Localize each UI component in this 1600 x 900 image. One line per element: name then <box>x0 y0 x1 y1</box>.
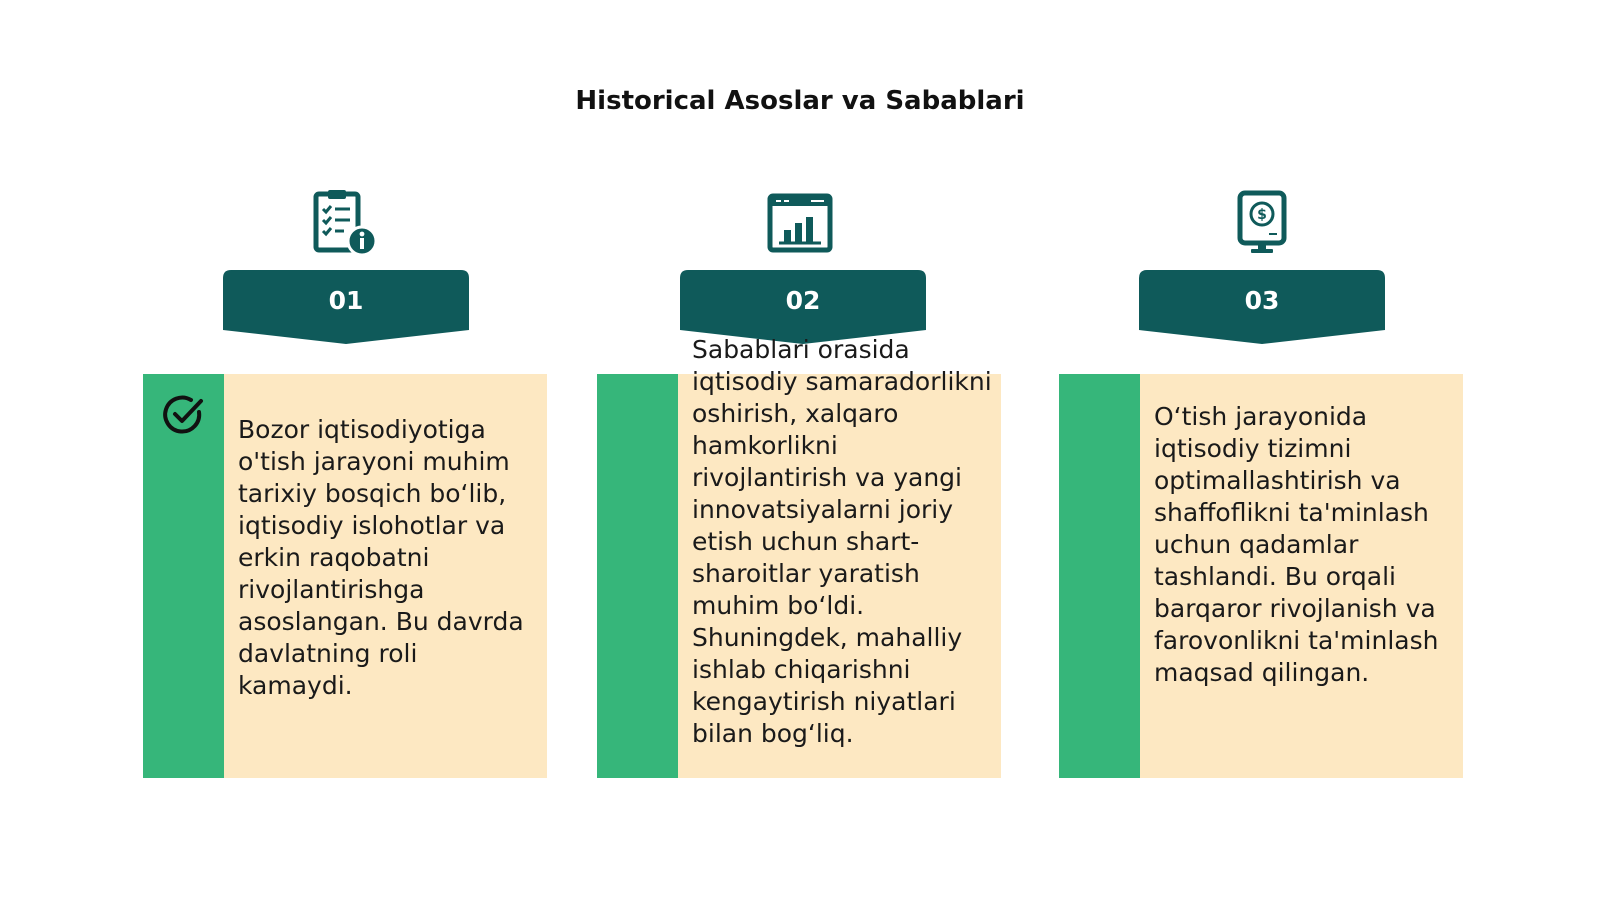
step-column-2 <box>597 0 1007 900</box>
svg-text:$: $ <box>1257 207 1267 223</box>
step-number: 02 <box>785 286 821 315</box>
step-number: 01 <box>328 286 364 315</box>
step-description: Bozor iqtisodiyotiga o'tish jarayoni muhim tarixiy bosqich bo‘lib, iqtisodiy islohotlar va erkin raqobatni rivojlantirishga asoslangan. Bu davrda davlatning roli kamaydi. <box>238 415 524 700</box>
step-column-1 <box>143 0 553 900</box>
bar-chart-window-icon <box>765 188 835 258</box>
dollar-monitor-icon <box>1227 188 1297 258</box>
clipboard-checklist-info-icon <box>310 188 380 258</box>
card-accent-stripe <box>597 374 678 778</box>
step-badge-3 <box>1139 270 1385 346</box>
step-column-3 <box>1059 0 1469 900</box>
step-description: Sabablari orasida iqtisodiy samaradorlikni oshirish, xalqaro hamkorlikni rivojlantirish va yangi innovatsiyalarni joriy etish uchun shart-sharoitlar yaratish muhim bo‘ldi. Shuningdek, mahalliy ishlab chiqarishni kengaytirish niyatlari bilan bog‘liq. <box>692 335 992 748</box>
check-circle-icon <box>161 392 207 438</box>
step-badge-1 <box>223 270 469 346</box>
card-accent-stripe <box>1059 374 1140 778</box>
page-title: Historical Asoslar va Sabablari <box>575 86 1025 116</box>
step-number: 03 <box>1244 286 1280 315</box>
step-description: O‘tish jarayonida iqtisodiy tizimni optimallashtirish va shaffoflikni ta'minlash uchun qadamlar tashlandi. Bu orqali barqaror rivojlanish va farovonlikni ta'minlash maqsad qilingan. <box>1154 402 1439 687</box>
